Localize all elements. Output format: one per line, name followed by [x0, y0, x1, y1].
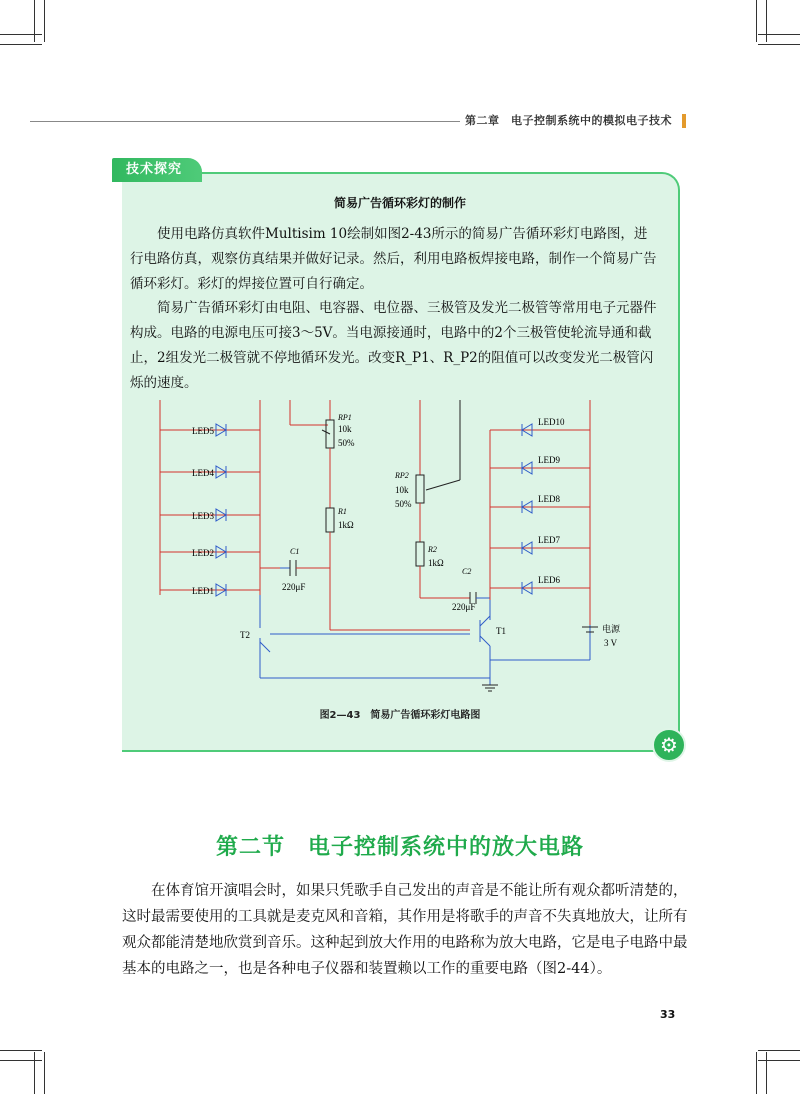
crop-mark [34, 0, 35, 42]
crop-mark [44, 0, 45, 42]
box-paragraph: 使用电路仿真软件Multisim 10绘制如图2-43所示的简易广告循环彩灯电路图，进行电路仿真，观察仿真结果并做好记录。然后，利用电路板焊接电路，制作一个简易广告循环彩灯。彩灯的焊接位置可自行确定。 [130, 226, 657, 292]
crop-mark [0, 1050, 42, 1051]
circuit-diagram [140, 390, 640, 700]
c1-capacitor [280, 560, 330, 576]
t1-label: T1 [496, 626, 506, 636]
rp2-value: 10k [395, 485, 409, 495]
crop-mark [34, 1052, 35, 1094]
led-label: LED3 [192, 511, 214, 521]
transistor-network [260, 595, 590, 685]
crop-mark [0, 34, 42, 35]
page-number: 33 [660, 1008, 676, 1021]
r2-value: 1kΩ [428, 558, 444, 568]
power-label: 电源 [602, 624, 621, 634]
r1-name: R1 [338, 507, 347, 516]
header-rule [30, 121, 460, 122]
c2-value: 220μF [452, 602, 476, 612]
ground-symbol [482, 685, 498, 691]
crop-mark [758, 34, 800, 35]
c1-name: C1 [290, 547, 300, 556]
r2-name: R2 [428, 545, 437, 554]
led-label: LED9 [538, 455, 560, 465]
section-title: 第二节 电子控制系统中的放大电路 [215, 835, 584, 860]
led-label: LED4 [192, 468, 214, 478]
box-paragraph: 简易广告循环彩灯由电阻、电容器、电位器、三极管及发光二极管等常用电子元器件构成。电路的电源电压可接3～5V。当电源接通时，电路中的2个三极管使轮流导通和截止，2组发光二极管就不停地循环发光。改变R_P1、R_P2的阻值可以改变发光二极管闪烁的速度。 [130, 300, 657, 391]
power-voltage: 3 V [604, 638, 618, 648]
led-label: LED10 [538, 417, 565, 427]
crop-mark [0, 1060, 42, 1061]
right-led-symbols [522, 424, 532, 594]
gear-icon: ⚙ [652, 728, 686, 762]
left-led-symbols [216, 424, 226, 596]
left-led-rails [160, 400, 280, 595]
crop-mark [756, 0, 757, 42]
crop-mark [766, 0, 767, 42]
chapter-title: 第二章 电子控制系统中的模拟电子技术 [465, 114, 672, 127]
tech-explore-tab: 技术探究 [112, 158, 202, 182]
figure-caption: 图2—43 简易广告循环彩灯电路图 [319, 710, 481, 721]
rp2-position: 50% [395, 499, 412, 509]
led-label: LED2 [192, 548, 214, 558]
crop-mark [44, 1052, 45, 1094]
c1-value: 220μF [282, 582, 306, 592]
c2-name: C2 [462, 567, 472, 576]
header-marker [682, 114, 686, 128]
t2-label: T2 [240, 630, 250, 640]
crop-mark [0, 44, 42, 45]
crop-mark [758, 44, 800, 45]
led-label: LED1 [192, 586, 214, 596]
rp1-name: RP1 [338, 413, 352, 422]
right-led-rails [490, 400, 590, 625]
running-header [30, 112, 690, 132]
crop-mark [756, 1052, 757, 1094]
crop-mark [766, 1052, 767, 1094]
led-label: LED7 [538, 535, 560, 545]
box-title: 简易广告循环彩灯的制作 [333, 196, 466, 210]
rp2-name: RP2 [395, 471, 409, 480]
led-label: LED8 [538, 494, 560, 504]
body-paragraph: 在体育馆开演唱会时，如果只凭歌手自己发出的声音是不能让所有观众都听清楚的，这时最需要使用的工具就是麦克风和音箱，其作用是将歌手的声音不失真地放大，让所有观众都能清楚地欣赏到音乐。这种起到放大作用的电路称为放大电路，它是电子电路中最基本的电路之一，也是各种电子仪器和装置赖以工作的重要电路（图2-44）。 [122, 883, 688, 977]
crop-mark [758, 1060, 800, 1061]
led-label: LED5 [192, 426, 214, 436]
crop-mark [758, 1050, 800, 1051]
rp1-r1-branch [290, 400, 470, 630]
led-label: LED6 [538, 575, 560, 585]
rp1-value: 10k [338, 424, 352, 434]
r1-value: 1kΩ [338, 520, 354, 530]
rp1-position: 50% [338, 438, 355, 448]
